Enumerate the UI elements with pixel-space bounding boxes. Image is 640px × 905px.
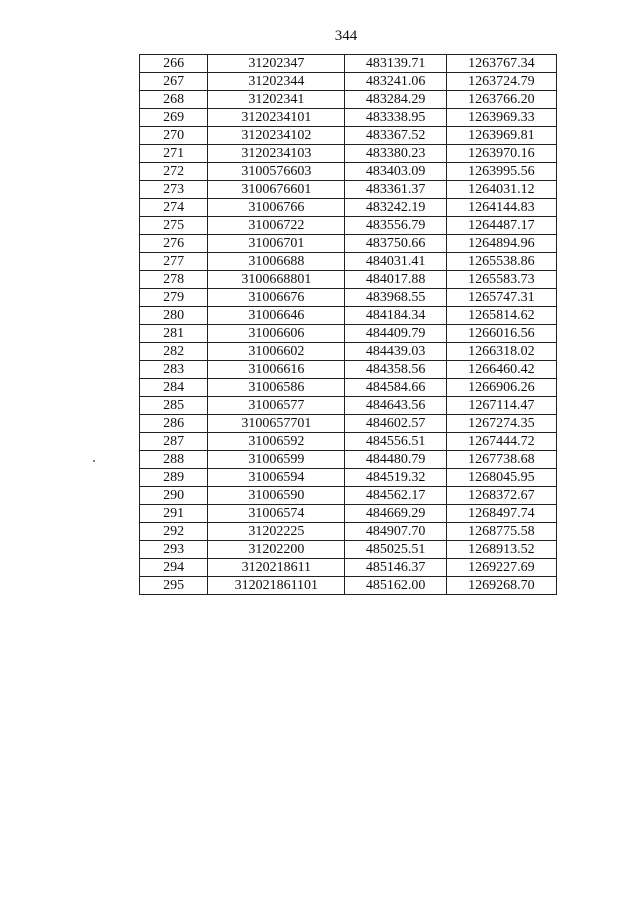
table-row (140, 379, 557, 397)
y-coordinate-cell: 1263969.33 (446, 109, 556, 127)
table-row (140, 253, 557, 271)
table-row (140, 55, 557, 73)
point-id-cell: 31006592 (208, 433, 345, 451)
x-coordinate-cell: 483361.37 (345, 181, 446, 199)
y-coordinate-cell: 1266318.02 (446, 343, 556, 361)
x-coordinate-cell: 483338.95 (345, 109, 446, 127)
point-id-cell: 31202347 (208, 55, 345, 73)
row-number-cell: 285 (140, 397, 208, 415)
table-row (140, 487, 557, 505)
point-id-cell: 31006766 (208, 199, 345, 217)
y-coordinate-cell: 1269268.70 (446, 577, 556, 595)
x-coordinate-cell: 484480.79 (345, 451, 446, 469)
point-id-cell: 31006646 (208, 307, 345, 325)
point-id-cell: 3100668801 (208, 271, 345, 289)
x-coordinate-cell: 484031.41 (345, 253, 446, 271)
x-coordinate-cell: 485146.37 (345, 559, 446, 577)
y-coordinate-cell: 1263767.34 (446, 55, 556, 73)
y-coordinate-cell: 1264031.12 (446, 181, 556, 199)
table-row (140, 181, 557, 199)
y-coordinate-cell: 1268913.52 (446, 541, 556, 559)
point-id-cell: 31202225 (208, 523, 345, 541)
point-id-cell: 31006599 (208, 451, 345, 469)
x-coordinate-cell: 484017.88 (345, 271, 446, 289)
table-row (140, 325, 557, 343)
x-coordinate-cell: 484907.70 (345, 523, 446, 541)
point-id-cell: 31006577 (208, 397, 345, 415)
row-number-cell: 283 (140, 361, 208, 379)
table-row (140, 577, 557, 595)
row-number-cell: 282 (140, 343, 208, 361)
y-coordinate-cell: 1267114.47 (446, 397, 556, 415)
x-coordinate-cell: 483242.19 (345, 199, 446, 217)
y-coordinate-cell: 1267444.72 (446, 433, 556, 451)
row-number-cell: 292 (140, 523, 208, 541)
row-number-cell: 281 (140, 325, 208, 343)
row-number-cell: 290 (140, 487, 208, 505)
x-coordinate-cell: 484562.17 (345, 487, 446, 505)
table-row (140, 307, 557, 325)
point-id-cell: 3120234101 (208, 109, 345, 127)
point-id-cell: 31006616 (208, 361, 345, 379)
x-coordinate-cell: 483750.66 (345, 235, 446, 253)
x-coordinate-cell: 483968.55 (345, 289, 446, 307)
point-id-cell: 3120234102 (208, 127, 345, 145)
x-coordinate-cell: 485025.51 (345, 541, 446, 559)
y-coordinate-cell: 1267274.35 (446, 415, 556, 433)
table-row (140, 433, 557, 451)
y-coordinate-cell: 1263969.81 (446, 127, 556, 145)
row-number-cell: 272 (140, 163, 208, 181)
row-number-cell: 275 (140, 217, 208, 235)
x-coordinate-cell: 484439.03 (345, 343, 446, 361)
point-id-cell: 31006586 (208, 379, 345, 397)
point-id-cell: 3100576603 (208, 163, 345, 181)
row-number-cell: 274 (140, 199, 208, 217)
y-coordinate-cell: 1267738.68 (446, 451, 556, 469)
y-coordinate-cell: 1263970.16 (446, 145, 556, 163)
point-id-cell: 31006606 (208, 325, 345, 343)
y-coordinate-cell: 1266460.42 (446, 361, 556, 379)
table-row (140, 451, 557, 469)
x-coordinate-cell: 483139.71 (345, 55, 446, 73)
y-coordinate-cell: 1268372.67 (446, 487, 556, 505)
table-row (140, 145, 557, 163)
table-row (140, 199, 557, 217)
x-coordinate-cell: 484409.79 (345, 325, 446, 343)
x-coordinate-cell: 484519.32 (345, 469, 446, 487)
x-coordinate-cell: 484556.51 (345, 433, 446, 451)
row-number-cell: 267 (140, 73, 208, 91)
row-number-cell: 289 (140, 469, 208, 487)
x-coordinate-cell: 483367.52 (345, 127, 446, 145)
stray-dot (93, 460, 95, 462)
table-row (140, 397, 557, 415)
point-id-cell: 3100657701 (208, 415, 345, 433)
row-number-cell: 279 (140, 289, 208, 307)
point-id-cell: 31006590 (208, 487, 345, 505)
y-coordinate-cell: 1265583.73 (446, 271, 556, 289)
table-row (140, 163, 557, 181)
point-id-cell: 3100676601 (208, 181, 345, 199)
y-coordinate-cell: 1269227.69 (446, 559, 556, 577)
x-coordinate-cell: 483403.09 (345, 163, 446, 181)
row-number-cell: 287 (140, 433, 208, 451)
point-id-cell: 31006594 (208, 469, 345, 487)
row-number-cell: 273 (140, 181, 208, 199)
y-coordinate-cell: 1265538.86 (446, 253, 556, 271)
y-coordinate-cell: 1264487.17 (446, 217, 556, 235)
y-coordinate-cell: 1265747.31 (446, 289, 556, 307)
row-number-cell: 280 (140, 307, 208, 325)
x-coordinate-cell: 483556.79 (345, 217, 446, 235)
row-number-cell: 294 (140, 559, 208, 577)
table-row (140, 541, 557, 559)
point-id-cell: 31202200 (208, 541, 345, 559)
row-number-cell: 277 (140, 253, 208, 271)
row-number-cell: 278 (140, 271, 208, 289)
y-coordinate-cell: 1268775.58 (446, 523, 556, 541)
table-row (140, 415, 557, 433)
row-number-cell: 271 (140, 145, 208, 163)
coordinates-table-container (139, 54, 557, 595)
x-coordinate-cell: 484584.66 (345, 379, 446, 397)
y-coordinate-cell: 1268497.74 (446, 505, 556, 523)
row-number-cell: 270 (140, 127, 208, 145)
x-coordinate-cell: 484669.29 (345, 505, 446, 523)
table-row (140, 505, 557, 523)
row-number-cell: 268 (140, 91, 208, 109)
table-row (140, 109, 557, 127)
point-id-cell: 31006722 (208, 217, 345, 235)
x-coordinate-cell: 484643.56 (345, 397, 446, 415)
row-number-cell: 266 (140, 55, 208, 73)
point-id-cell: 312021861101 (208, 577, 345, 595)
table-row (140, 361, 557, 379)
x-coordinate-cell: 484358.56 (345, 361, 446, 379)
table-row (140, 559, 557, 577)
x-coordinate-cell: 485162.00 (345, 577, 446, 595)
y-coordinate-cell: 1266016.56 (446, 325, 556, 343)
x-coordinate-cell: 484602.57 (345, 415, 446, 433)
table-row (140, 271, 557, 289)
y-coordinate-cell: 1263724.79 (446, 73, 556, 91)
point-id-cell: 31202344 (208, 73, 345, 91)
table-row (140, 217, 557, 235)
y-coordinate-cell: 1266906.26 (446, 379, 556, 397)
point-id-cell: 3120234103 (208, 145, 345, 163)
row-number-cell: 269 (140, 109, 208, 127)
table-row (140, 235, 557, 253)
row-number-cell: 295 (140, 577, 208, 595)
table-row (140, 289, 557, 307)
row-number-cell: 286 (140, 415, 208, 433)
point-id-cell: 31006574 (208, 505, 345, 523)
point-id-cell: 31006602 (208, 343, 345, 361)
y-coordinate-cell: 1263766.20 (446, 91, 556, 109)
row-number-cell: 293 (140, 541, 208, 559)
coordinates-table (139, 54, 557, 595)
point-id-cell: 31006701 (208, 235, 345, 253)
row-number-cell: 276 (140, 235, 208, 253)
y-coordinate-cell: 1265814.62 (446, 307, 556, 325)
row-number-cell: 291 (140, 505, 208, 523)
point-id-cell: 31006676 (208, 289, 345, 307)
point-id-cell: 31006688 (208, 253, 345, 271)
y-coordinate-cell: 1263995.56 (446, 163, 556, 181)
table-row (140, 127, 557, 145)
table-row (140, 343, 557, 361)
table-row (140, 73, 557, 91)
point-id-cell: 31202341 (208, 91, 345, 109)
table-row (140, 523, 557, 541)
x-coordinate-cell: 483284.29 (345, 91, 446, 109)
y-coordinate-cell: 1264894.96 (446, 235, 556, 253)
table-row (140, 91, 557, 109)
table-row (140, 469, 557, 487)
x-coordinate-cell: 484184.34 (345, 307, 446, 325)
point-id-cell: 3120218611 (208, 559, 345, 577)
page-number: 344 (334, 28, 358, 44)
y-coordinate-cell: 1268045.95 (446, 469, 556, 487)
x-coordinate-cell: 483241.06 (345, 73, 446, 91)
row-number-cell: 288 (140, 451, 208, 469)
row-number-cell: 284 (140, 379, 208, 397)
coordinates-table-body (140, 55, 557, 595)
x-coordinate-cell: 483380.23 (345, 145, 446, 163)
y-coordinate-cell: 1264144.83 (446, 199, 556, 217)
